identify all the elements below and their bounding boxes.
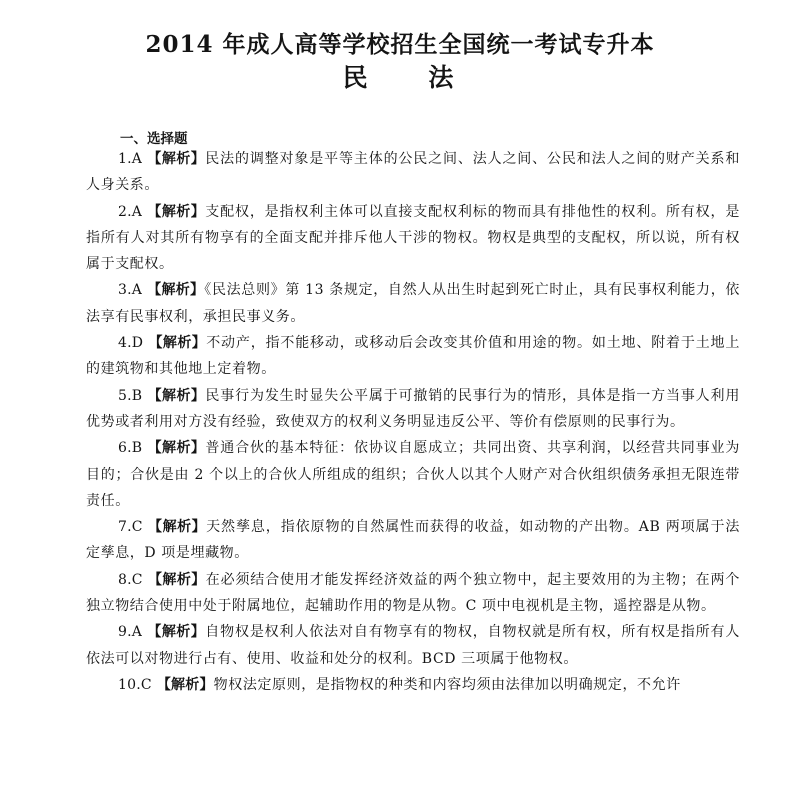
answer-number: 6.B [118,440,143,457]
answer-item [86,514,740,567]
answer-text: 物权法定原则，是指物权的种类和内容均须由法律加以明确规定，不允许 [213,676,681,693]
answer-text: 民法的调整对象是平等主体的公民之间、法人之间、公民和法人之间的财产关系和人身关系。 [86,151,740,194]
answer-item [86,330,740,383]
analysis-tag: 【解析】 [147,624,206,641]
answer-item [86,567,740,620]
analysis-tag: 【解析】 [147,151,206,167]
document-subject: 民 法 [342,63,480,92]
answer-item [86,277,740,330]
answer-number: 1.A [118,151,143,167]
answer-item [86,383,740,436]
answer-text: 天然孳息，指依原物的自然属性而获得的收益，如动物的产出物。AB 两项属于法定孳息，D 项是埋藏物。 [86,519,740,562]
answer-number: 8.C [118,571,143,588]
answer-number: 10.C [118,676,152,693]
answer-number: 3.A [118,282,143,299]
analysis-tag: 【解析】 [147,282,205,299]
answer-item [86,672,740,698]
answer-number: 9.A [118,624,143,641]
analysis-tag: 【解析】 [148,335,207,352]
answer-text: 在必须结合使用才能发挥经济效益的两个独立物中，起主要效用的为主物；在两个独立物结合使用中处于附属地位，起辅助作用的物是从物。C 项中电视机是主物，遥控器是从物。 [86,571,740,615]
document-title: 2014 年成人高等学校招生全国统一考试专升本 [145,31,655,58]
answer-number: 5.B [118,387,143,404]
analysis-tag: 【解析】 [156,676,214,693]
answer-item [86,146,740,199]
answer-text: 普通合伙的基本特征：依协议自愿成立；共同出资、共享利润，以经营共同事业为目的；合伙是由 2 个以上的合伙人所组成的组织；合伙人以其个人财产对合伙组织债务承担无限连带责任。 [86,440,740,509]
answer-text: 民事行为发生时显失公平属于可撤销的民事行为的情形，具体是指一方当事人利用优势或者利用对方没有经验，致使双方的权利义务明显违反公平、等价有偿原则的民事行为。 [86,387,740,430]
answer-text: 不动产，指不能移动，或移动后会改变其价值和用途的物。如土地、附着于土地上的建筑物和其他地上定着物。 [86,335,740,378]
analysis-tag: 【解析】 [147,387,206,404]
analysis-tag: 【解析】 [147,440,206,457]
answer-text: 支配权，是指权利主体可以直接支配权利标的物而具有排他性的权利。所有权，是指所有人对其所有物享有的全面支配并排斥他人干涉的物权。物权是典型的支配权，所以说，所有权属于支配权。 [86,203,740,273]
answer-list [86,146,740,698]
answer-number: 2.A [118,203,143,220]
analysis-tag: 【解析】 [148,519,207,536]
answer-item [86,199,740,278]
answer-item [86,619,740,672]
section-heading: 一、选择题 [120,131,188,147]
analysis-tag: 【解析】 [147,203,206,220]
answer-text: 《民法总则》第 13 条规定，自然人从出生时起到死亡时止，具有民事权利能力，依法享有民事权利，承担民事义务。 [86,282,740,325]
answer-item [86,435,740,514]
answer-number: 4.D [118,335,144,352]
answer-text: 自物权是权利人依法对自有物享有的物权，自物权就是所有权，所有权是指所有人依法可以对物进行占有、使用、收益和处分的权利。BCD 三项属于他物权。 [86,624,740,667]
answer-number: 7.C [118,519,143,536]
analysis-tag: 【解析】 [147,571,206,588]
